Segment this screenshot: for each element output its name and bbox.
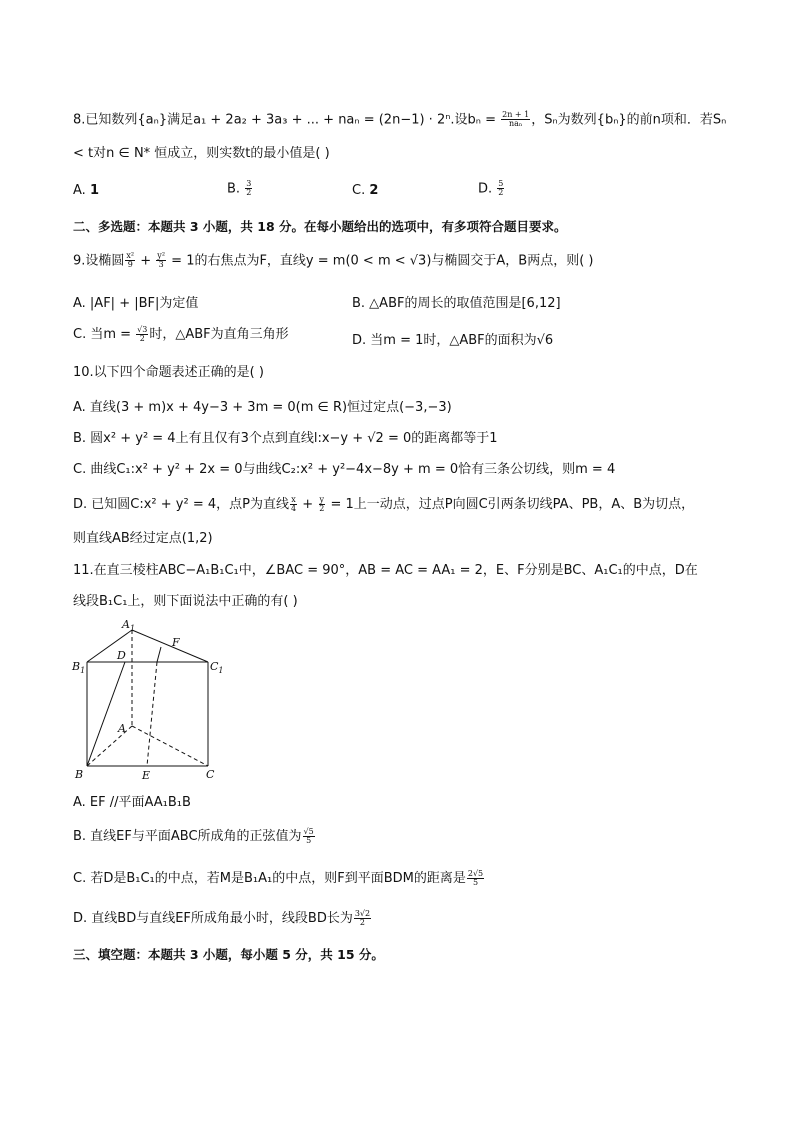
prism-diagram [70, 616, 230, 782]
q8-option-d[interactable] [478, 180, 505, 198]
option-fraction [136, 326, 148, 344]
q9-option-b[interactable]: B. △ABF的周长的取值范围是[6,12] [352, 296, 561, 311]
q10-option-c[interactable]: C. 曲线C₁:x² + y² + 2x = 0与曲线C₂:x² + y²−4x−8y + m = 0恰有三条公切线，则m = 4 [73, 462, 616, 477]
q8-option-b[interactable] [227, 180, 253, 198]
frac-den: 2 [246, 188, 252, 198]
label-a1: $A_1$ [122, 618, 136, 633]
option-text: 时，△ABF为直角三角形 [149, 327, 289, 342]
q9-frac-y [156, 252, 166, 270]
q9-plus: + [136, 253, 156, 269]
option-fraction [290, 496, 297, 514]
segment-e-f-lower [147, 662, 157, 766]
label-d: D [117, 649, 126, 662]
q9-option-d[interactable]: D. 当m = 1时，△ABF的面积为√6 [352, 333, 554, 348]
edge-a1-c1 [132, 630, 208, 662]
segment-b-d [87, 662, 125, 766]
option-fraction [497, 180, 504, 198]
frac-den: 5 [472, 878, 479, 887]
q10-stem: 10.以下四个命题表述正确的是( ) [73, 365, 264, 380]
q11-option-b[interactable] [73, 825, 316, 845]
q9-suffix: = 1的右焦点为F，直线y = m(0 < m < √3)与椭圆交于A，B两点，则( ) [167, 253, 594, 269]
q8-bn-den: naₙ [508, 119, 523, 129]
frac-num: √3 [137, 324, 148, 334]
q8-bn-num: 2n + 1 [502, 110, 530, 119]
q9-option-a[interactable]: A. |AF| + |BF|为定值 [73, 296, 199, 311]
label-e: E [142, 769, 151, 782]
q11-line1: 11.在直三棱柱ABC−A₁B₁C₁中，∠BAC = 90°，AB = AC = AA₁ = 2，E、F分别是BC、A₁C₁的中点，D在 [73, 563, 698, 578]
q9-frac-x [125, 252, 135, 270]
q10-option-b[interactable]: B. 圆x² + y² = 4上有且仅有3个点到直线l:x−y + √2 = 0的距离都等于1 [73, 431, 498, 446]
option-text: C. 若D是B₁C₁的中点，若M是B₁A₁的中点，则F到平面BDM的距离是 [73, 871, 466, 886]
label-f: F [172, 636, 180, 649]
option-fraction [318, 496, 325, 514]
frac-den: 4 [290, 504, 297, 513]
option-letter: C. [352, 183, 370, 198]
option-fraction [303, 828, 315, 846]
option-fraction [467, 870, 484, 888]
section-3-title: 三、填空题：本题共 3 小题，每小题 5 分，共 15 分。 [73, 947, 384, 962]
option-text: = 1上一动点，过点P向圆C引两条切线PA、PB，A、B为切点， [326, 497, 695, 512]
frac-den: 2 [319, 504, 325, 513]
q8-option-a[interactable] [73, 183, 99, 198]
option-text: B. 直线EF与平面ABC所成角的正弦值为 [73, 829, 302, 844]
label-b: B [75, 768, 84, 781]
option-letter: A. [73, 183, 90, 198]
frac-num: 3 [246, 179, 252, 188]
frac-num: 2√5 [467, 868, 484, 878]
section-2-title: 二、多选题：本题共 3 小题，共 18 分。在每小题给出的选项中，有多项符合题目要求。 [73, 219, 567, 234]
label-a: A [118, 722, 126, 735]
q11-line2: 线段B₁C₁上，则下面说法中正确的有( ) [73, 594, 298, 609]
label-b1: $B_1$ [72, 660, 86, 675]
q9-prefix: 9.设椭圆 [73, 253, 125, 269]
frac-den: 3 [158, 260, 164, 270]
label-c: C [206, 768, 215, 781]
frac-den: 2 [139, 334, 145, 343]
frac-num: 5 [498, 179, 504, 188]
q8-option-c[interactable] [352, 183, 378, 198]
option-letter: D. [478, 181, 497, 197]
q11-option-c[interactable] [73, 867, 485, 887]
option-value: 1 [89, 183, 99, 198]
q10-option-a[interactable]: A. 直线(3 + m)x + 4y−3 + 3m = 0(m ∈ R)恒过定点(−3,−3) [73, 400, 452, 415]
q8-text-a: 8.已知数列{aₙ}满足a₁ + 2a₂ + 3a₃ + ... + naₙ = (2n−1) · 2ⁿ.设bₙ = [73, 112, 501, 128]
frac-num: y² [157, 251, 166, 260]
q10-option-d[interactable] [73, 493, 694, 513]
edge-a-c [132, 726, 208, 766]
option-text: + [298, 497, 318, 512]
q8-line1 [73, 111, 726, 129]
option-text: D. 直线BD与直线EF所成角最小时，线段BD长为 [73, 911, 353, 926]
option-fraction [354, 910, 371, 928]
option-value: 2 [369, 183, 379, 198]
q9-option-c[interactable] [73, 323, 289, 343]
q9-stem [73, 252, 594, 270]
q8-line2: < t对n ∈ N* 恒成立，则实数t的最小值是( ) [73, 146, 330, 161]
q10-option-d-line2: 则直线AB经过定点(1,2) [73, 531, 213, 546]
q8-text-b: ，Sₙ为数列{bₙ}的前n项和．若Sₙ [531, 112, 727, 128]
option-text: D. 已知圆C:x² + y² = 4，点P为直线 [73, 497, 289, 512]
frac-den: 9 [127, 260, 133, 270]
frac-num: y [319, 494, 325, 504]
label-c1: $C_1$ [210, 660, 224, 675]
segment-e-f-upper [157, 647, 161, 662]
frac-num: x² [126, 251, 135, 260]
frac-num: √5 [303, 826, 314, 836]
option-letter: B. [227, 181, 245, 197]
frac-num: 3√2 [354, 908, 371, 918]
frac-den: 2 [498, 188, 504, 198]
frac-den: 2 [359, 918, 366, 927]
q8-bn-fraction [501, 111, 530, 129]
q11-option-a[interactable]: A. EF //平面AA₁B₁B [73, 795, 191, 810]
frac-num: x [291, 494, 296, 504]
option-text: C. 当m = [73, 327, 136, 342]
option-fraction [245, 180, 252, 198]
q11-option-d[interactable] [73, 907, 372, 927]
frac-den: 5 [306, 836, 312, 845]
